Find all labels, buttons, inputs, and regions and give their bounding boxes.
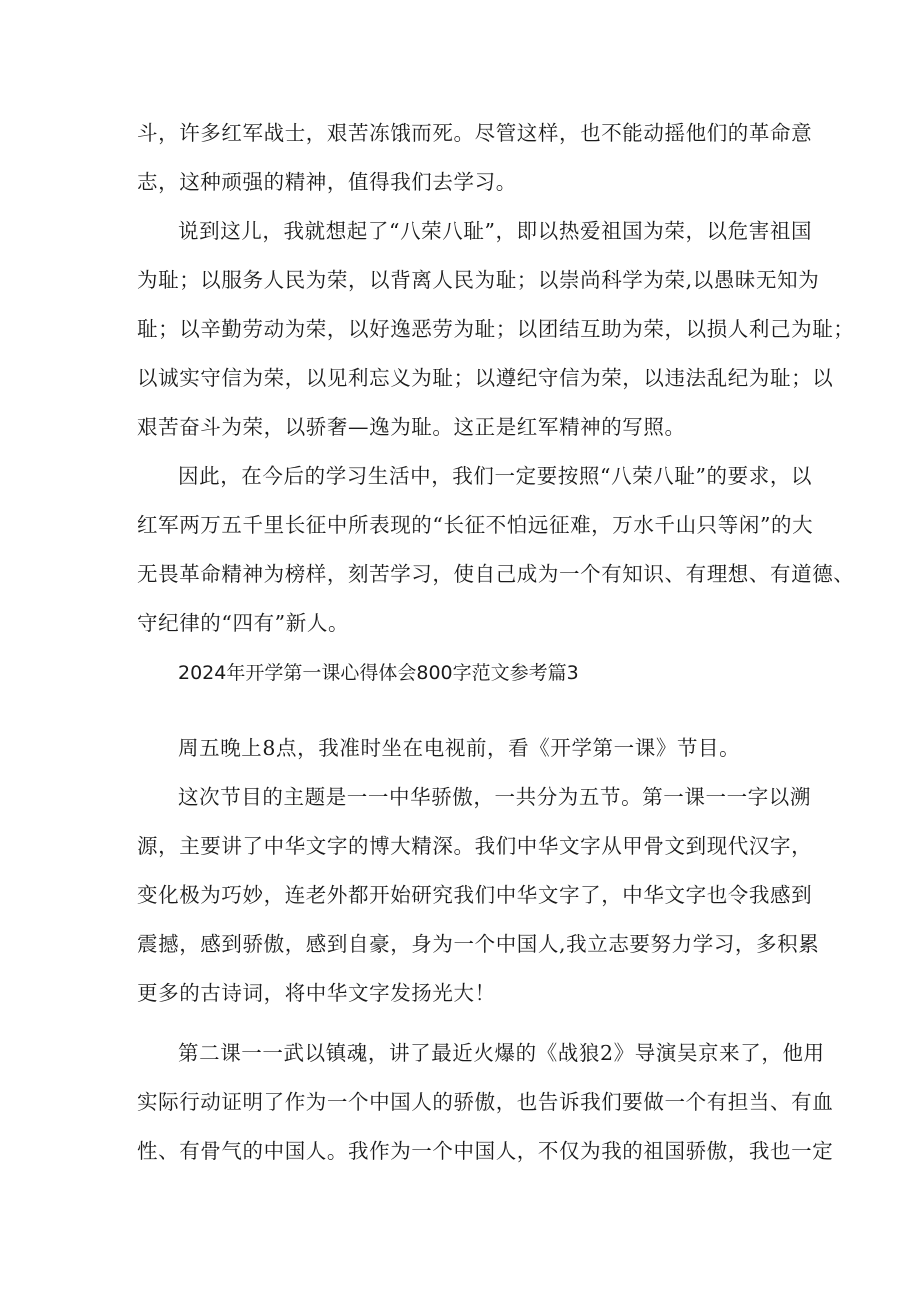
paragraph-line: 为耻；以服务人民为荣，以背离人民为耻；以崇尚科学为荣,以愚昧无知为 xyxy=(137,268,820,292)
paragraph-line: 艰苦奋斗为荣，以骄奢—逸为耻。这正是红军精神的写照。 xyxy=(137,415,686,439)
paragraph-line: 实际行动证明了作为一个中国人的骄傲，也告诉我们要做一个有担当、有血 xyxy=(137,1090,834,1114)
paragraph-line: 耻；以辛勤劳动为荣，以好逸恶劳为耻；以团结互助为荣，以损人利己为耻； xyxy=(137,317,855,341)
section-heading: 2024年开学第一课心得体会800字范文参考篇3 xyxy=(178,662,579,684)
paragraph-line: 震撼，感到骄傲，感到自豪，身为一个中国人,我立志要努力学习，多积累 xyxy=(137,932,820,956)
paragraph-line: 志，这种顽强的精神，值得我们去学习。 xyxy=(137,170,517,194)
paragraph-line: 无畏革命精神为榜样，刻苦学习，使自己成为一个有知识、有理想、有道德、 xyxy=(137,562,855,586)
paragraph-line: 这次节目的主题是一一中华骄傲，一共分为五节。第一课一一字以溯 xyxy=(178,785,811,809)
paragraph-line: 斗，许多红军战士，艰苦冻饿而死。尽管这样，也不能动摇他们的革命意 xyxy=(137,121,813,145)
paragraph-line: 性、有骨气的中国人。我作为一个中国人，不仅为我的祖国骄傲，我也一定 xyxy=(137,1139,834,1163)
paragraph-line: 守纪律的“四有”新人。 xyxy=(137,611,350,635)
paragraph-line: 更多的古诗词，将中华文字发扬光大！ xyxy=(137,981,496,1005)
paragraph-line: 红军两万五千里长征中所表现的“长征不怕远征难，万水千山只等闲”的大 xyxy=(137,513,814,537)
paragraph-line: 说到这儿，我就想起了“八荣八耻”，即以热爱祖国为荣，以危害祖国 xyxy=(178,219,813,243)
paragraph-line: 因此，在今后的学习生活中，我们一定要按照“八荣八耻”的要求，以 xyxy=(178,464,813,488)
paragraph-line: 源，主要讲了中华文字的博大精深。我们中华文字从甲骨文到现代汉字， xyxy=(137,834,813,858)
paragraph-line: 周五晚上8点，我准时坐在电视前，看《开学第一课》节目。 xyxy=(178,736,741,760)
paragraph-line: 以诚实守信为荣，以见利忘义为耻；以遵纪守信为荣，以违法乱纪为耻；以 xyxy=(137,366,834,390)
paragraph-line: 变化极为巧妙，连老外都开始研究我们中华文字了，中华文字也令我感到 xyxy=(137,883,813,907)
paragraph-line: 第二课一一武以镇魂，讲了最近火爆的《战狼2》导演吴京来了，他用 xyxy=(178,1041,825,1065)
